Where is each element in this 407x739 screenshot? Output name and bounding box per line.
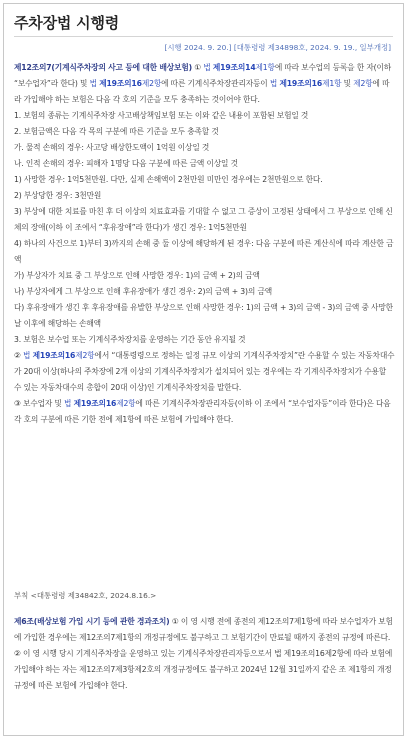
item-2-na: 나. 인적 손해의 경우: 피해자 1명당 다음 구분에 따른 금액 이상일 것 [14, 159, 238, 168]
page-title: 주차장법 시행령 [14, 14, 120, 32]
addenda-paragraph-1 [14, 614, 395, 646]
paragraph-text: 에 따라 보수업의 등록을 한 자(이하 “보수업자”라 한다) 및 [14, 63, 391, 88]
sub-item-2: 2) 부상당한 경우: 3천만원 [14, 191, 102, 200]
paragraph-link[interactable]: 제1항 [255, 63, 275, 72]
article-paragraph-1 [14, 60, 395, 108]
article-paragraph-2 [14, 348, 395, 396]
addenda-paragraph-2 [14, 646, 395, 694]
law-link[interactable]: 법 [269, 79, 278, 88]
paragraph-link[interactable]: 제2항 [141, 79, 162, 88]
item-2: 2. 보험금액은 다음 각 목의 구분에 따른 기준을 모두 충족할 것 [14, 127, 219, 136]
item-3: 3. 보험은 보수업 또는 기계식주차장치를 운영하는 기간 동안 유지될 것 [14, 335, 246, 344]
article-link[interactable]: 제19조의16 [279, 79, 323, 88]
law-link[interactable]: 법 [203, 63, 211, 72]
sub-item-4: 4) 하나의 사건으로 1)부터 3)까지의 손해 중 둘 이상에 해당하게 된 경우: 다음 구분에 따른 계산식에 따라 계산한 금액 [14, 239, 394, 264]
title-divider [14, 36, 393, 37]
paragraph-link[interactable]: 제1항 [322, 79, 342, 88]
addenda-article-heading: 제6조(배상보험 가입 시기 등에 관한 경과조치) [14, 617, 170, 626]
paragraph-text: 이 영 시행 당시 기계식주차장을 운영하고 있는 기계식주차장관리자등으로서 법 제19조의16제2항에 따라 보험에 가입해야 하는 자는 제12조의7제3항제2호의 개정규정에도 불구하고 2024년 12월 31일까지 같은 조 제1항의 개정규정에 따른 보험에 가입해야 한다. [14, 649, 393, 690]
article-link[interactable]: 제19조의16 [99, 79, 142, 88]
article-link[interactable]: 제19조의16 [32, 351, 76, 360]
paragraph-text: 에 따른 기계식주차장관리자등(이하 이 조에서 “보수업자등”이라 한다)은 다음 각 호의 구분에 따른 기한 전에 제1항에 따른 보험에 가입해야 한다. [14, 399, 391, 424]
paragraph-text: 보수업자 및 [23, 399, 62, 408]
law-link[interactable]: 법 [64, 399, 72, 408]
paragraph-number: ③ [14, 399, 21, 408]
paragraph-text: 에 따른 기계식주차장관리자등이 [161, 79, 268, 88]
paragraph-link[interactable]: 제2항 [75, 351, 95, 360]
addenda-article-6 [14, 614, 395, 694]
article-link[interactable]: 제19조의16 [73, 399, 117, 408]
sub-item-3: 3) 부상에 대한 치료를 마친 후 더 이상의 치료효과를 기대할 수 없고 그 증상이 고정된 상태에서 그 부상으로 인해 신체의 장애(이하 이 조에서 “후유장애”라 한다)가 생긴 경우: 1억5천만원 [14, 207, 393, 232]
article-heading: 제12조의7(기계식주차장의 사고 등에 대한 배상보험) [14, 63, 192, 72]
paragraph-number: ① [171, 617, 179, 626]
sub-item-1: 1) 사망한 경우: 1억5천만원. 다만, 실제 손해액이 2천만원 미만인 경우에는 2천만원으로 한다. [14, 175, 323, 184]
sub-item-4-da: 다) 후유장애가 생긴 후 후유장애를 유발한 부상으로 인해 사망한 경우: 1)의 금액 + 3)의 금액 - 3)의 금액 중 사망한 날 이후에 해당하는 손해액 [14, 303, 393, 328]
article-12-7 [14, 60, 395, 428]
law-link[interactable]: 법 [89, 79, 97, 88]
article-paragraph-3 [14, 396, 395, 428]
paragraph-number: ② [14, 351, 21, 360]
law-link[interactable]: 법 [23, 351, 31, 360]
sub-item-4-ga: 가) 부상자가 치료 중 그 부상으로 인해 사망한 경우: 1)의 금액 + 2)의 금액 [14, 271, 260, 280]
article-link[interactable]: 제19조의14 [212, 63, 256, 72]
enforcement-meta: [시행 2024. 9. 20.] [대통령령 제34898호, 2024. 9. 19., 일부개정] [164, 43, 391, 52]
paragraph-link[interactable]: 제2항 [116, 399, 136, 408]
paragraph-number: ① [194, 63, 202, 72]
item-2-ga: 가. 물적 손해의 경우: 사고당 배상한도액이 1억원 이상일 것 [14, 143, 210, 152]
sub-item-4-na: 나) 부상자에게 그 부상으로 인해 후유장애가 생긴 경우: 2)의 금액 + 3)의 금액 [14, 287, 273, 296]
paragraph-text: 에 따라 가입해야 하는 보험은 다음 각 호의 기준을 모두 충족하는 것이어야 한다. [14, 79, 390, 104]
paragraph-link[interactable]: 제2항 [353, 79, 373, 88]
law-document-panel [3, 3, 404, 736]
paragraph-text: 에서 “대통령령으로 정하는 일정 규모 이상의 기계식주차장치”란 수용할 수 있는 자동차대수가 20대 이상(하나의 주차장에 2개 이상의 기계식주차장치가 설치되어 있는 경우에는 각 기계식주차장치가 수용할 수 있는 자동차대수의 총합이 20대 이상)인 기계식주차장치를 말한다. [14, 351, 395, 392]
paragraph-text: 이 영 시행 전에 종전의 제12조의7제1항에 따라 보수업자가 보험에 가입한 경우에는 제12조의7제1항의 개정규정에도 불구하고 그 보험기간이 만료될 때까지 종전의 규정에 따른다. [14, 617, 393, 642]
paragraph-text: 및 [343, 79, 351, 88]
paragraph-number: ② [14, 649, 21, 658]
item-1: 1. 보험의 종류는 기계식주차장 사고배상책임보험 또는 이와 같은 내용이 포함된 보험일 것 [14, 111, 309, 120]
addenda-heading: 부칙 <대통령령 제34842호, 2024.8.16.> [14, 591, 157, 600]
